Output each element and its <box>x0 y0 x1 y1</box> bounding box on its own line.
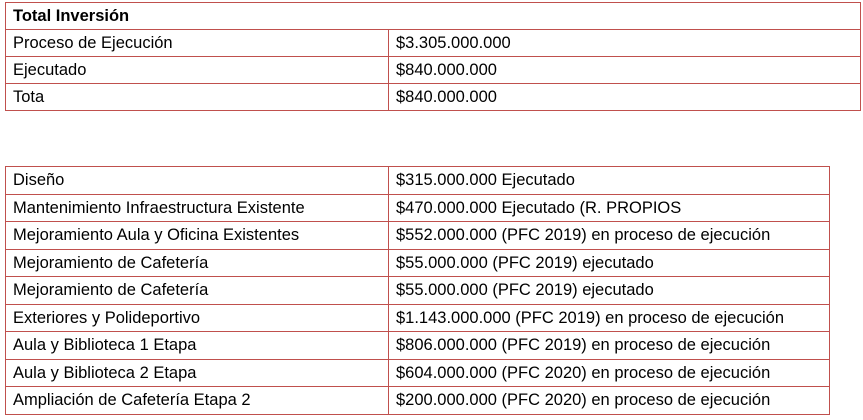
row-label: Proceso de Ejecución <box>6 30 389 57</box>
table-header-row <box>6 3 861 30</box>
row-label: Tota <box>6 84 389 111</box>
row-label: Exteriores y Polideportivo <box>6 304 389 332</box>
row-value: $1.143.000.000 (PFC 2019) en proceso de ejecución <box>389 304 830 332</box>
row-label: Mejoramiento de Cafetería <box>6 249 389 277</box>
row-value: $840.000.000 <box>389 57 861 84</box>
row-value: $315.000.000 Ejecutado <box>389 167 830 195</box>
total-investment-table <box>5 2 861 111</box>
row-label: Ejecutado <box>6 57 389 84</box>
row-label: Mejoramiento de Cafetería <box>6 277 389 305</box>
table-row <box>6 194 830 222</box>
table-row <box>6 277 830 305</box>
row-label: Mantenimiento Infraestructura Existente <box>6 194 389 222</box>
table-row <box>6 57 861 84</box>
table-row <box>6 332 830 360</box>
table-row <box>6 249 830 277</box>
row-value: $470.000.000 Ejecutado (R. PROPIOS <box>389 194 830 222</box>
investment-detail-table <box>5 166 830 415</box>
row-value: $55.000.000 (PFC 2019) ejecutado <box>389 249 830 277</box>
row-label: Aula y Biblioteca 2 Etapa <box>6 359 389 387</box>
row-label: Ampliación de Cafetería Etapa 2 <box>6 387 389 415</box>
row-value: $55.000.000 (PFC 2019) ejecutado <box>389 277 830 305</box>
row-value: $604.000.000 (PFC 2020) en proceso de ejecución <box>389 359 830 387</box>
row-label: Diseño <box>6 167 389 195</box>
table-header-cell: Total Inversión <box>6 3 861 30</box>
row-value: $200.000.000 (PFC 2020) en proceso de ejecución <box>389 387 830 415</box>
row-value: $806.000.000 (PFC 2019) en proceso de ejecución <box>389 332 830 360</box>
table-row <box>6 167 830 195</box>
table-row <box>6 222 830 250</box>
row-label: Aula y Biblioteca 1 Etapa <box>6 332 389 360</box>
row-value: $3.305.000.000 <box>389 30 861 57</box>
table-row <box>6 359 830 387</box>
table-row <box>6 387 830 415</box>
table-row <box>6 30 861 57</box>
row-value: $552.000.000 (PFC 2019) en proceso de ejecución <box>389 222 830 250</box>
table-row <box>6 84 861 111</box>
row-value: $840.000.000 <box>389 84 861 111</box>
row-label: Mejoramiento Aula y Oficina Existentes <box>6 222 389 250</box>
table-row <box>6 304 830 332</box>
